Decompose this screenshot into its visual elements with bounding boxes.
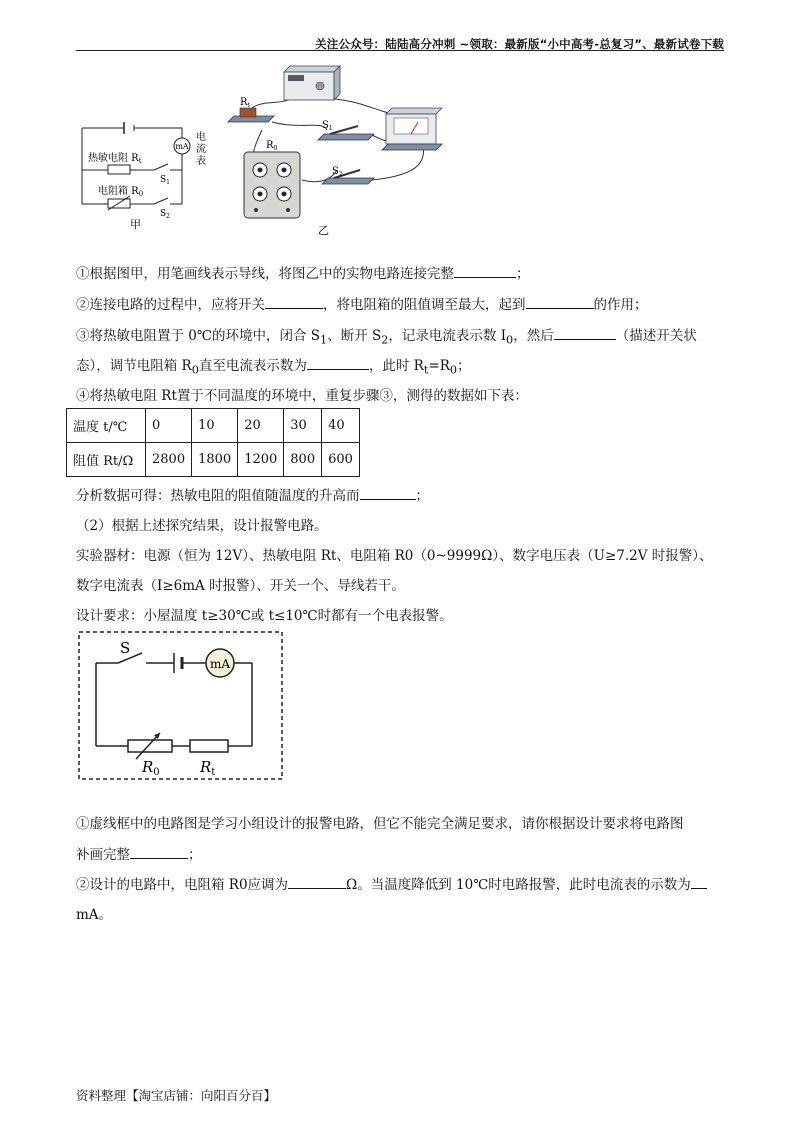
yi-s1-label: $S_1$ xyxy=(322,120,333,132)
jia-meter-caption-2: 流 xyxy=(196,144,206,155)
answer-blank xyxy=(360,486,416,500)
table-header-cell: 阻值 Rt/Ω xyxy=(67,443,146,477)
question-line-1: ①根据图甲，用笔画线表示导线，将图乙中的实物电路连接完整 ； xyxy=(76,266,530,282)
figure-jia-label: 甲 xyxy=(130,218,141,230)
question-line-9: 数字电流表（I≥6mA 时报警）、开关一个、导线若干。 xyxy=(76,578,405,594)
answer-blank xyxy=(265,295,323,309)
table-header-cell: 温度 t/℃ xyxy=(67,409,146,443)
jia-meter-caption-3: 表 xyxy=(196,156,206,167)
table-cell: 600 xyxy=(322,443,360,477)
jia-s1-label: $S_1$ xyxy=(160,175,170,186)
figure-yi-label: 乙 xyxy=(318,224,329,237)
question-line-11: ①虚线框中的电路图是学习小组设计的报警电路，但它不能完全满足要求，请你根据设计要求将电路图 xyxy=(76,816,684,832)
circuit2-r0-label: $R_0$ xyxy=(142,758,160,778)
table-cell: 0 xyxy=(146,409,192,443)
yi-s2-label: $S_2$ xyxy=(332,166,343,178)
table-row xyxy=(67,409,360,443)
yi-rt-label: $R_t$ xyxy=(240,97,250,109)
question-line-4: 态），调节电阻箱 $R_0$直至电流表示数为 ，此时 $R_t=R_0$； xyxy=(76,358,471,377)
answer-blank xyxy=(288,875,346,889)
answer-blank xyxy=(307,356,369,370)
figure-yi-apparatus xyxy=(222,60,444,238)
question-line-3: ③将热敏电阻置于 0℃的环境中，闭合 $S_1$、断开 $S_2$，记录电流表示数 $I_0$，然后 （描述开关状 xyxy=(76,328,697,347)
table-cell: 1800 xyxy=(192,443,238,477)
table-cell: 20 xyxy=(238,409,284,443)
question-line-7: （2）根据上述探究结果，设计报警电路。 xyxy=(76,518,328,534)
question-line-5: ④将热敏电阻 Rt置于不同温度的环境中，重复步骤③，测得的数据如下表： xyxy=(76,388,528,404)
page-footer: 资料整理【淘宝店铺：向阳百分百】 xyxy=(76,1088,277,1103)
resistance-box-icon xyxy=(244,152,300,218)
table-cell: 10 xyxy=(192,409,238,443)
power-supply-icon xyxy=(284,66,340,100)
data-table xyxy=(66,408,360,477)
answer-blank xyxy=(691,875,707,889)
table-cell: 30 xyxy=(284,409,322,443)
jia-s2-label: $S_2$ xyxy=(160,209,170,220)
answer-blank xyxy=(454,264,516,278)
question-line-8: 实验器材：电源（恒为 12V）、热敏电阻 Rt、电阻箱 R0（0~9999Ω）、数字电压表（U≥7.2V 时报警）、 xyxy=(76,548,713,564)
jia-meter-caption-1: 电 xyxy=(196,132,206,143)
question-line-2: ②连接电路的过程中，应将开关 ，将电阻箱的阻值调至最大，起到 的作用； xyxy=(76,297,648,313)
figure-jia-circuit xyxy=(78,118,218,230)
alarm-circuit-diagram xyxy=(78,631,284,781)
answer-blank xyxy=(130,845,188,859)
ammeter-icon xyxy=(382,108,442,150)
jia-meter-label: mA xyxy=(175,142,189,151)
thermistor-icon xyxy=(228,108,274,122)
answer-blank xyxy=(526,295,594,309)
answer-blank xyxy=(554,326,616,340)
table-cell: 1200 xyxy=(238,443,284,477)
jia-thermistor-label: 热敏电阻 $R_t$ xyxy=(88,153,142,165)
table-cell: 800 xyxy=(284,443,322,477)
header-rule xyxy=(76,50,724,51)
question-line-10: 设计要求：小屋温度 t≥30℃或 t≤10℃时都有一个电表报警。 xyxy=(76,608,453,624)
jia-resbox-label: 电阻箱 $R_0$ xyxy=(98,186,144,198)
table-cell: 2800 xyxy=(146,443,192,477)
question-line-12: 补画完整 ； xyxy=(76,847,202,863)
circuit2-meter-label: mA xyxy=(209,657,231,671)
yi-r0-label: $R_0$ xyxy=(266,140,278,152)
question-line-14: mA。 xyxy=(76,907,113,923)
circuit2-rt-label: $R_t$ xyxy=(200,758,216,778)
circuit2-switch-label: S xyxy=(120,639,131,657)
table-row xyxy=(67,443,360,477)
question-line-6: 分析数据可得：热敏电阻的阻值随温度的升高而 ； xyxy=(76,488,429,504)
table-cell: 40 xyxy=(322,409,360,443)
page-header: 关注公众号：陆陆高分冲刺 ~领取：最新版“小中高考-总复习”、最新试卷下载 xyxy=(315,37,724,51)
question-line-13: ②设计的电路中，电阻箱 R0应调为 Ω。当温度降低到 10℃时电路报警，此时电流表的示数为 xyxy=(76,873,707,893)
